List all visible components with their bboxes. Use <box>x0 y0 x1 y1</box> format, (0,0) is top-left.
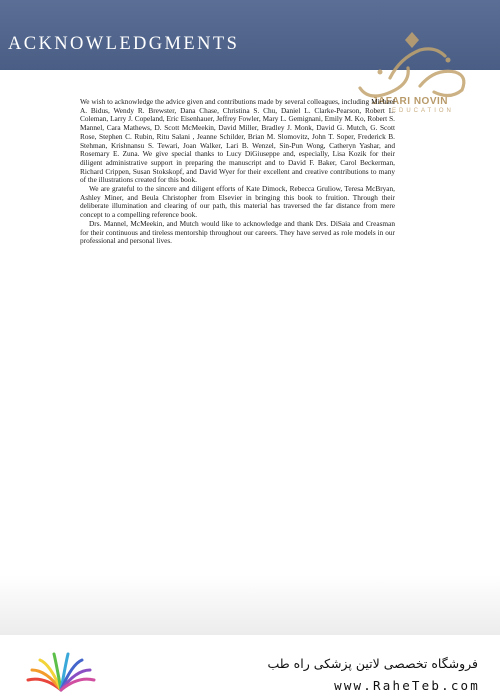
footer-fade <box>0 575 500 635</box>
paragraph-3: Drs. Mannel, McMeekin, and Mutch would like to acknowledge and thank Drs. DiSaia and Creasman for their continuous and tireless mentorship throughout our careers. They have served as role models in our professional and personal lives. <box>80 218 395 246</box>
watermark-name: JAFARI NOVIN <box>372 96 449 107</box>
watermark-subtitle: EDUCATION <box>392 108 454 114</box>
paragraph-1: We wish to acknowledge the advice given and contributions made by several colleagues, including Michael A. Bidus, Wendy R. Brewster, Dana Chase, Christina S. Chu, Daniel L. Clarke-Pearson, Robert L. Coleman, Larry J. Copeland, Eric Eisenhauer, Jeffrey Fowler, Mary L. Gemignani, Emily M. Ko, Robert S. Mannel, Cara Mathews, D. Scott McMeekin, David Miller, Bradley J. Monk, David G. Mutch, G. Scott Rose, Stephen C. Rubin, Ritu Salani , Jeanne Schilder, Brian M. Slomovitz, John T. Soper, Frederick B. Stehman, Krishnansu S. Tewari, Joan Walker, Lari B. Wenzel, Sin-Pun Wong, Catheryn Yashar, and Rosemary E. Zuna. We give special thanks to Lucy DiGiuseppe and, especially, Lisa Kozik for their diligent administrative support in preparing the manuscript and to David F. Baker, Carol Beckerman, Richard Crippen, Susan Stokskopf, and David Wyer for their excellent and creative contributions to many of the illustrations created for this book. <box>80 97 395 185</box>
paragraph-2: We are grateful to the sincere and diligent efforts of Kate Dimock, Rebecca Gruliow, Teresa McBryan, Ashley Miner, and Beula Christopher from Elsevier in bringing this book to fruition. Through their deliberate illumination and clearing of our path, this material has traversed the far distance from mere concept to a compelling reference book. <box>80 184 395 220</box>
acknowledgments-body <box>80 98 395 246</box>
footer-shop-name: فروشگاه تخصصی لاتین پزشکی راه طب <box>267 656 478 671</box>
open-book-rainbow-logo-icon <box>22 650 100 695</box>
page-title: ACKNOWLEDGMENTS <box>8 34 240 54</box>
footer-url[interactable]: www.RaheTeb.com <box>334 678 480 693</box>
